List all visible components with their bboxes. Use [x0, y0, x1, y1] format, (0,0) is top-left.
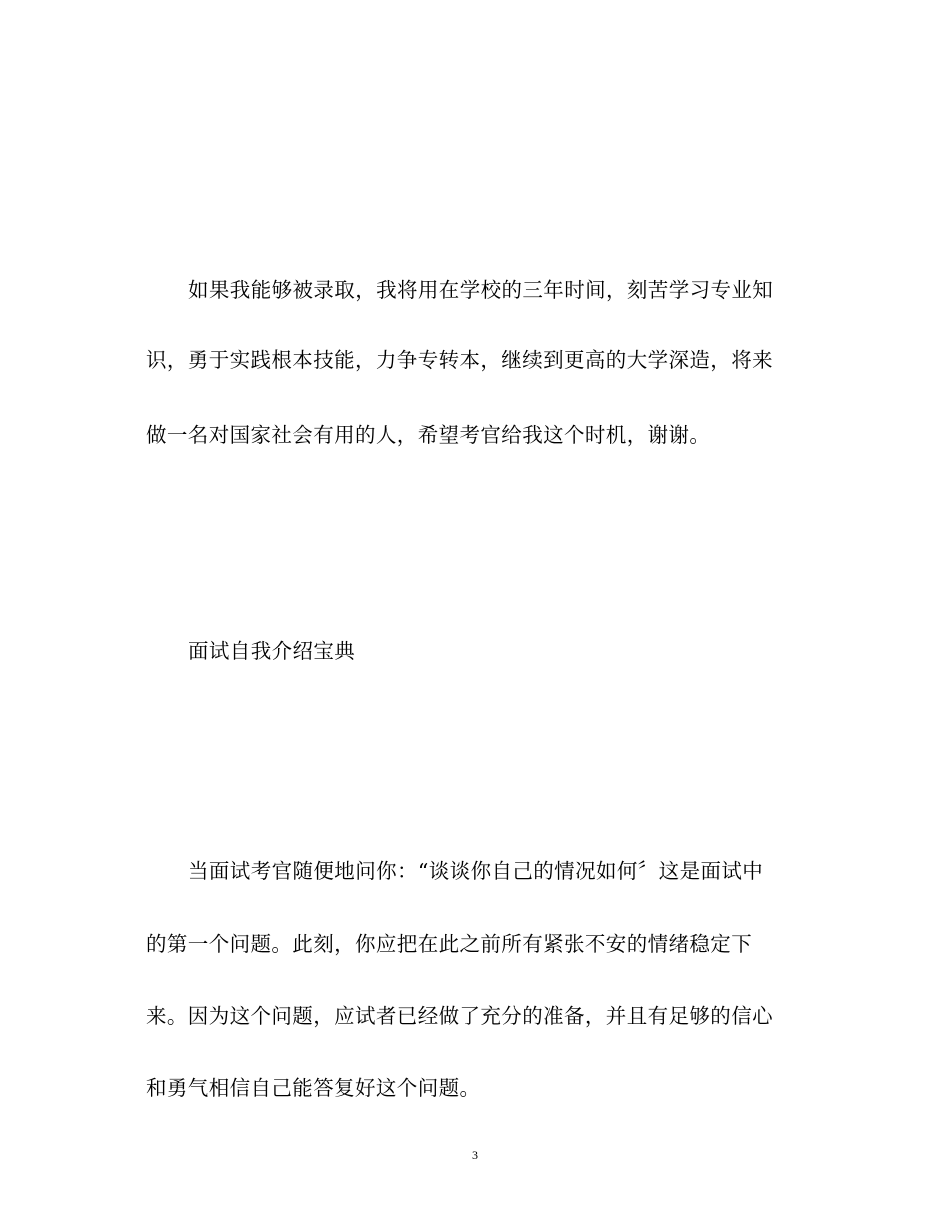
paragraph-2-line-4: 和勇气相信自己能答复好这个问题。: [146, 1076, 481, 1100]
paragraph-2-line-1: 当面试考官随便地问你：“谈谈你自己的情况如何〞这是面试中: [188, 859, 764, 883]
paragraph-1-line-3: 做一名对国家社会有用的人，希望考官给我这个时机，谢谢。: [146, 423, 711, 447]
paragraph-1-line-1: 如果我能够被录取，我将用在学校的三年时间，刻苦学习专业知: [188, 278, 774, 302]
paragraph-2-line-2: 的第一个问题。此刻，你应把在此之前所有紧张不安的情绪稳定下: [146, 932, 753, 956]
section-heading: 面试自我介绍宝典: [188, 639, 356, 663]
paragraph-1-line-2: 识，勇于实践根本技能，力争专转本，继续到更高的大学深造，将来: [146, 348, 773, 372]
paragraph-2-line-3: 来。因为这个问题，应试者已经做了充分的准备，并且有足够的信心: [146, 1004, 773, 1028]
page-number: 3: [472, 1148, 478, 1162]
